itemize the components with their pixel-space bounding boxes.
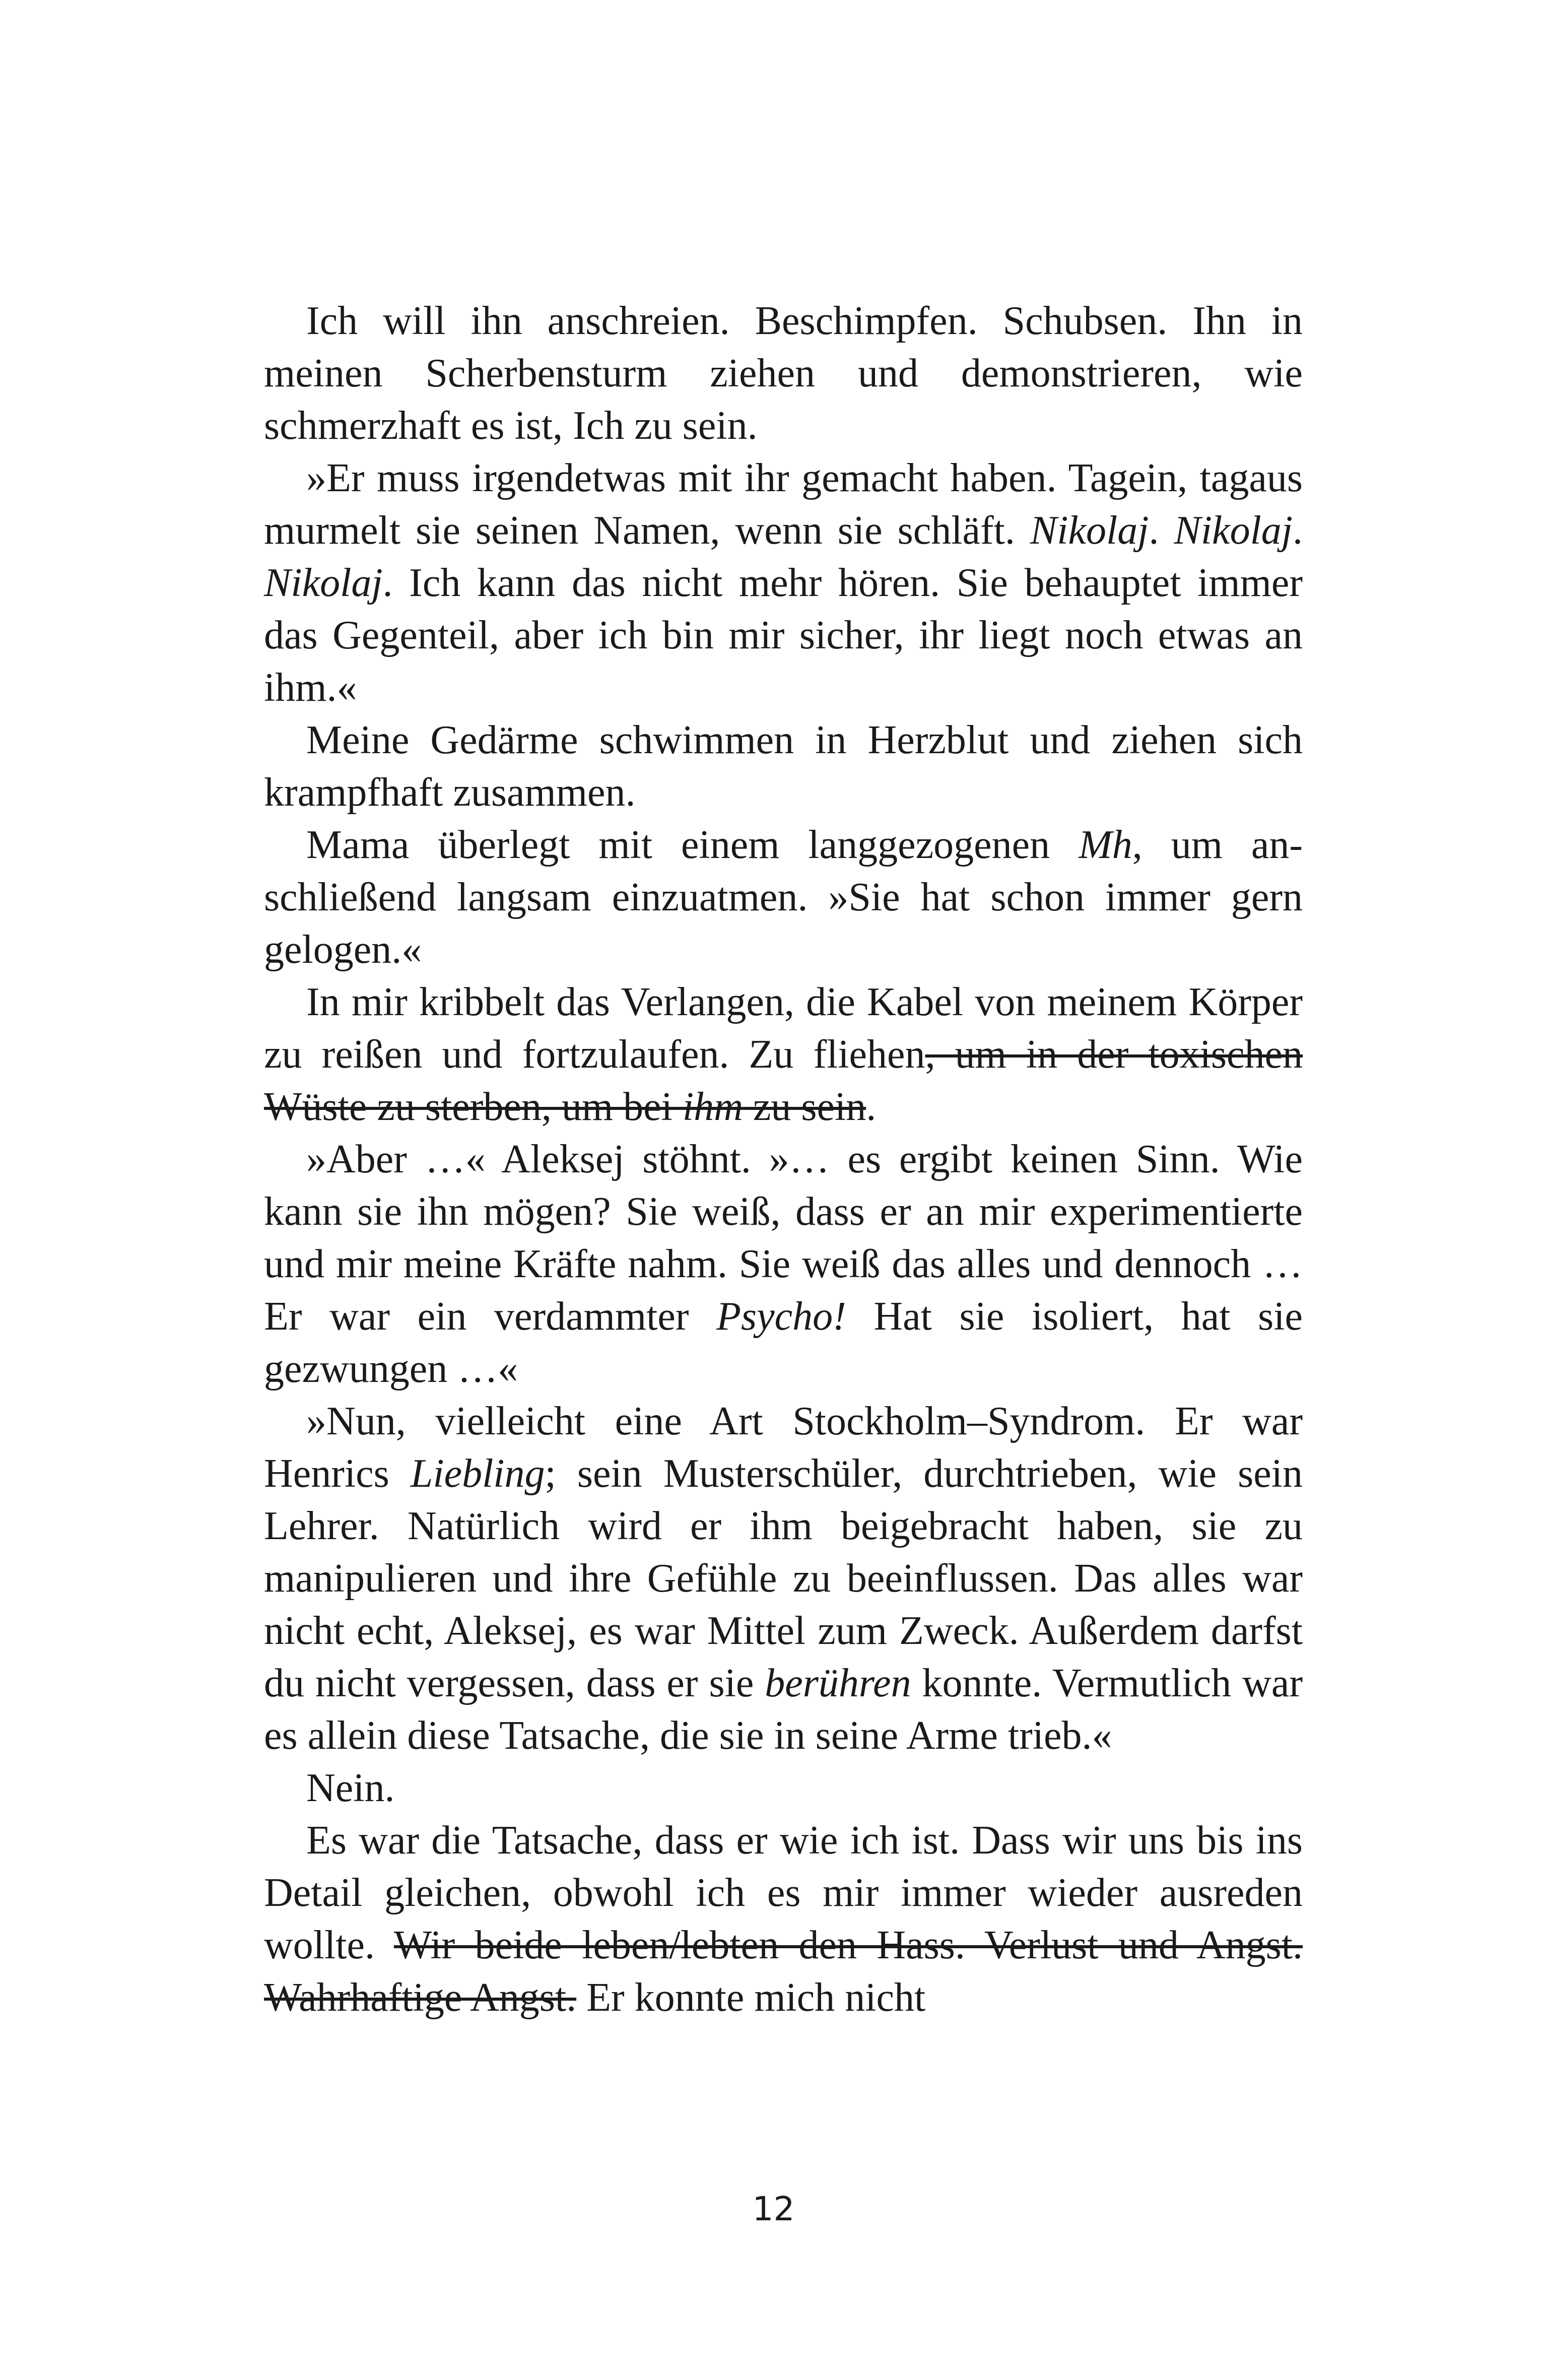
text-run: »Nun, vielleicht eine Art Stockholm–Syndrom. Er war Henrics [264, 1399, 1303, 1496]
struck-text: , um in der toxischen Wüste zu sterben, um bei [264, 1032, 1303, 1129]
paragraph [264, 452, 1303, 714]
text-run: Hat sie isoliert, hat sie gezwungen …« [264, 1294, 1303, 1391]
text-run: . [1149, 508, 1174, 553]
paragraph [264, 1762, 1303, 1814]
text-run: konnte. Vermutlich war es allein diese Tatsache, die sie in seine Arme trieb.« [264, 1661, 1303, 1758]
text-run: . [866, 1085, 877, 1129]
text-run: Ich will ihn anschreien. Beschimpfen. Schubsen. Ihn in meinen Scherbensturm ziehen und demonstrieren, wie schmerzhaft es ist, Ich zu sein. [264, 299, 1303, 448]
paragraph [264, 1133, 1303, 1395]
italic-text: Nikolaj [1174, 508, 1293, 553]
text-run: »Er muss irgendetwas mit ihr gemacht haben. Tagein, tagaus murmelt sie seinen Namen, wenn sie schläft. [264, 456, 1303, 553]
italic-text: Mh [1079, 823, 1132, 867]
text-run: »Aber …« Aleksej stöhnt. »… es ergibt keinen Sinn. Wie kann sie ihn mögen? Sie weiß, dass er an mir experimentierte und mir meine Kräfte nahm. Sie weiß das alles und dennoch … Er war ein verdammter [264, 1137, 1303, 1339]
italic-text: berühren [765, 1661, 911, 1705]
paragraph [264, 295, 1303, 452]
struck-text: zu sein [743, 1085, 866, 1129]
italic-text: Liebling [410, 1451, 545, 1496]
text-run: Meine Gedärme schwimmen in Herzblut und ziehen sich krampfhaft zusammen. [264, 718, 1303, 815]
text-run: . [1293, 508, 1303, 553]
text-run: Mama überlegt mit einem langgezogenen [306, 823, 1079, 867]
body-text [264, 295, 1303, 2024]
page-number: 12 [752, 2190, 795, 2228]
paragraph [264, 714, 1303, 819]
text-run: Nein. [306, 1766, 395, 1810]
italic-text: Nikolaj [1030, 508, 1149, 553]
struck-text: Wir beide leben/lebten den Hass. Verlust und Angst. Wahrhaftige Angst. [264, 1923, 1303, 2020]
text-run: , um anschließend langsam einzuatmen. »Sie hat schon immer gern gelogen.« [264, 823, 1303, 972]
paragraph [264, 976, 1303, 1133]
paragraph [264, 1814, 1303, 2024]
paragraph [264, 1395, 1303, 1762]
struck-italic-text: ihm [682, 1085, 743, 1129]
text-run: Er konnte mich nicht [576, 1975, 926, 2020]
text-run: In mir kribbelt das Verlangen, die Kabel von meinem Körper zu reißen und fortzulaufen. Zu fliehen [264, 980, 1303, 1077]
text-run: Es war die Tatsache, dass er wie ich ist. Dass wir uns bis ins Detail gleichen, obwohl ich es mir immer wieder ausreden wollte. [264, 1818, 1303, 1967]
italic-text: Psycho! [716, 1294, 846, 1339]
text-run: ; sein Musterschüler, durchtrieben, wie sein Lehrer. Natürlich wird er ihm beigebracht haben, sie zu manipulieren und ihre Gefühle zu beeinflussen. Das alles war nicht echt, Aleksej, es war Mittel zum Zweck. Außerdem darfst du nicht vergessen, dass er sie [264, 1451, 1303, 1705]
text-run: . Ich kann das nicht mehr hören. Sie behauptet immer das Gegenteil, aber ich bin mir sicher, ihr liegt noch etwas an ihm.« [264, 561, 1303, 710]
paragraph [264, 819, 1303, 976]
italic-text: Nikolaj [264, 561, 383, 605]
